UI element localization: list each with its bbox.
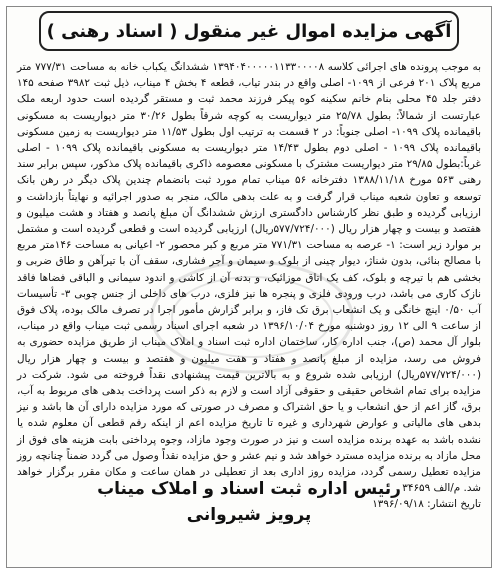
notice-title: آگهی مزایده اموال غیر منقول ( اسناد رهنی ) <box>46 20 452 42</box>
title-frame <box>39 11 459 51</box>
signature-block <box>7 479 491 525</box>
notice-body-text: به موجب پرونده های اجرائی کلاسه ۱۳۹۴۰۴۰۰۰۰۰۱۱۳۳۰۰۰۰۸ ششدانگ یکباب خانه به مساحت ۷۷۷/۳۱ متر مربع پلاک ۲۰۱ فرعی از ۱۰۹۹- اصلی واقع در بندر تیاب، قطعه ۴ بخش ۴ میناب، ذیل ثبت ۳۹۸۲ صفحه ۱۴۵ دفتر جلد ۴۵ محلی بنام خانم سکینه کوه پیکر فرزند محمد ثبت و مستقر گردیده است حدود اربعه ملک عبارتست از شمالاً: بطول ۲۵/۷۸ متر دیواریست به کوچه شرقاً بطول ۳۰/۲۶ متر دیواریست به مسکونی باقیمانده پلاک ۱۰۹۹- اصلی جنوباً: در ۲ قسمت به ترتیب اول بطول ۱۱/۵۳ متر دیواریست به زمین مسکونی باقیمانده پلاک ۱۰۹۹ - اصلی دوم بطول ۱۴/۴۳ متر دیواریست به مسکونی باقیمانده پلاک ۱۰۹۹ - اصلی غرباً:بطول ۲۹/۸۵ متر دیواریست مشترک با مسکونی معصومه ذاکری باقیمانده پلاک مذکور، سپس برابر سند رهنی ۵۶۳ مورخ ۱۳۸۸/۱۱/۱۸ دفترخانه ۵۶ میناب تمام مورد ثبت بانضمام چندین پلاک دیگر در رهن بانک توسعه و تعاون شعبه میناب قرار گرفت و به علت بدهی مالک، منجر به صدور اجرائیه و نهایتاً بازداشت و ارزیابی گردیده و طبق نظر کارشناس دادگستری ارزش ششدانگ آن مبلغ پانصد و هفتاد و هشت میلیون و هفتصد و بیست و چهار هزار ریال (۵۷۷/۷۲۴/۰۰۰ریال) ارزیابی گردیده است و قطعی گردیده است و مشتمل بر موارد زیر است: ۱- عرصه به مساحت ۷۷۱/۳۱ متر مربع و کبر محصور ۲- اعیانی به مساحت ۱۴۶متر مربع با مصالح بنائی، بدون شناژ، دیوار چینی از بلوک و سیمان و آجر فشاری، سقف آن با تیرآهن و طاق ضربی و بخشی هم با تیرچه و بلوک، کف یک اتاق موزائیک، و بدنه آن از کاشی و اندود سیمانی و الباقی فضاها فاقد نازک کاری می باشد، درب ورودی فلزی و پنجره ها نیز فلزی، درب های داخلی از جنس چوبی ۳- تأسیسات آب ۰/۵۰ اینچ خانگی و یک انشعاب برق تک فاز، و برابر گزارش مأمور اجرا در تصرف مالک بوده، پلاک فوق از ساعت ۹ الی ۱۲ روز دوشنبه مورخ ۱۳۹۶/۱۰/۰۴ در شعبه اجرای اسناد رسمی ثبت میناب واقع در میناب، بلوار آل محمد (ص)، جنب اداره کار، ساختمان اداره ثبت اسناد و املاک میناب از طریق مزایده حضوری به فروش می رسد، مزایده از مبلغ پانصد و هفتاد و هفت میلیون و هفتصد و بیست و چهار هزار ریال (۵۷۷/۷۲۴/۰۰۰ریال) ارزیابی شده شروع و به بالاترین قیمت پیشنهادی نقداً فروخته می شود. شرکت در مزایده برای تمام اشخاص حقیقی و حقوقی آزاد است و لازم به ذکر است پرداخت بدهی های مربوط به آب، برق، گاز اعم از حق انشعاب و یا حق اشتراک و مصرف در صورتی که مورد مزایده دارای آن ها باشد و نیز بدهی های مالیاتی و عوارض شهرداری و غیره تا تاریخ مزایده اعم از اینکه رقم قطعی آن معلوم شده یا نشده باشد به عهده برنده مزایده است و نیز در صورت وجود مازاد، وجوه پرداختی بابت هزینه های فوق از محل مازاد به برنده مزایده مسترد خواهد شد و نیم عشر و حق مزایده نقداً وصول می گردد ضمناً چنانچه روز مزایده تعطیل رسمی گردد، مزایده روز اداری بعد از تعطیلی در همان ساعت و مکان مقرر برگزار خواهد شد. م/الف ۳۴۶۵۹ <box>17 61 482 495</box>
signature-name: پرویز شیروانی <box>186 505 312 525</box>
notice-body <box>7 51 491 513</box>
notice-document <box>6 6 492 568</box>
signature-office: رئیس اداره ثبت اسناد و املاک میناب <box>97 479 401 499</box>
publish-date: تاریخ انتشار: ۱۳۹۶/۰۹/۱۸ <box>372 498 481 511</box>
